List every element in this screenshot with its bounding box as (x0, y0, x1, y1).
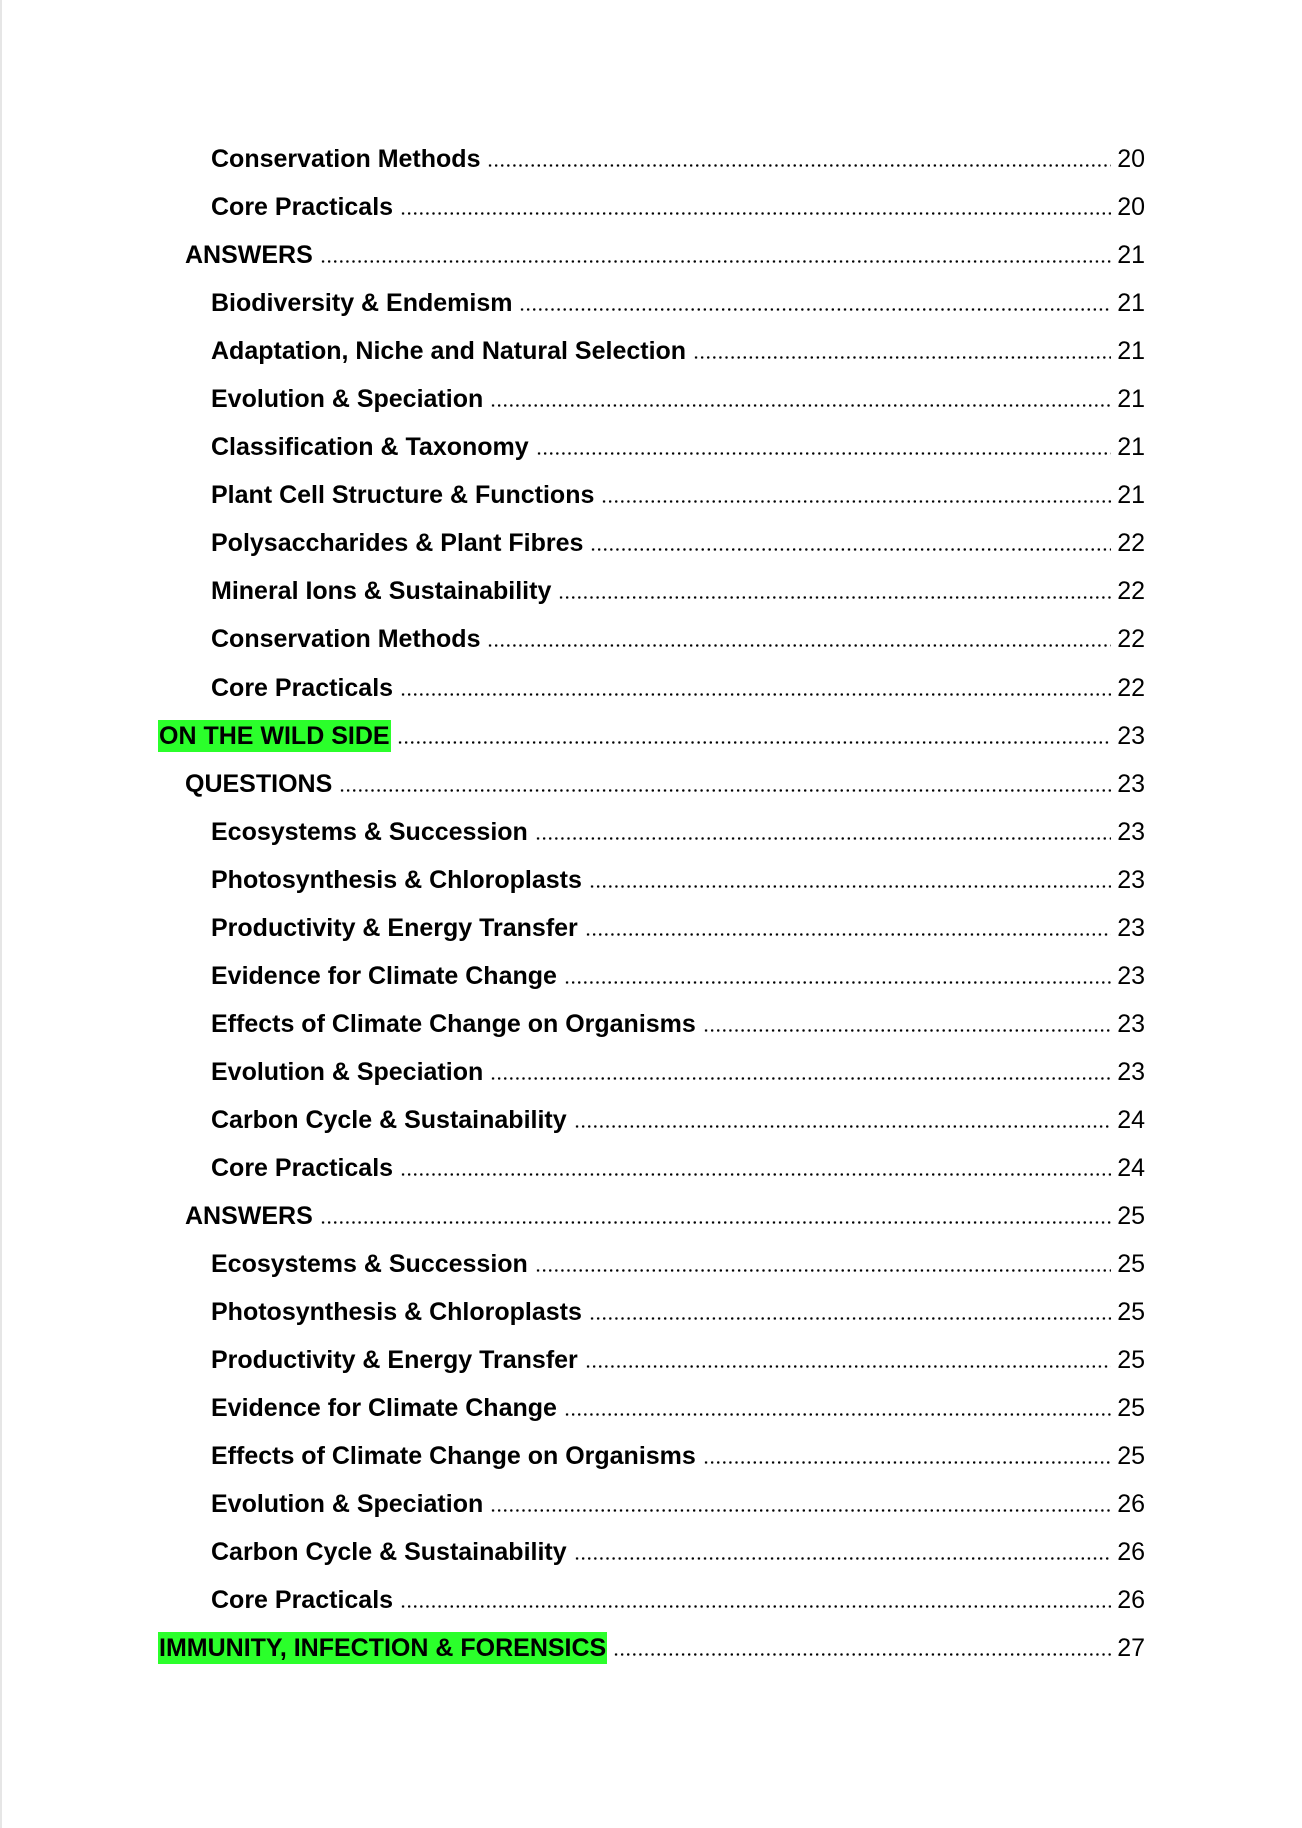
toc-topic-title: Plant Cell Structure & Functions (211, 481, 595, 510)
dot-leader (558, 575, 1111, 600)
toc-topic-title: Core Practicals (211, 673, 394, 702)
toc-topic-title: Photosynthesis & Chloroplasts (211, 1298, 582, 1327)
dot-leader (487, 623, 1111, 648)
toc-page-number: 25 (1117, 1346, 1145, 1375)
toc-topic-title: Effects of Climate Change on Organisms (211, 1009, 696, 1038)
toc-topic-title: Evidence for Climate Change (211, 961, 557, 990)
toc-page-number: 23 (1117, 913, 1145, 942)
dot-leader (400, 1152, 1111, 1177)
toc-page-number: 26 (1117, 1538, 1145, 1567)
dot-leader (320, 239, 1111, 264)
dot-leader (601, 479, 1111, 504)
toc-page-number: 22 (1117, 673, 1145, 702)
toc-page-number: 24 (1117, 1153, 1145, 1182)
table-of-contents (0, 143, 1302, 1681)
toc-entry[interactable] (0, 191, 1302, 239)
dot-leader (585, 1344, 1111, 1369)
dot-leader (589, 1296, 1111, 1321)
toc-topic-title: Evolution & Speciation (211, 1057, 484, 1086)
toc-topic-title: Core Practicals (211, 1153, 394, 1182)
dot-leader (490, 383, 1111, 408)
dot-leader (535, 1248, 1111, 1273)
toc-section-title: IMMUNITY, INFECTION & FORENSICS (159, 1634, 607, 1663)
toc-entry[interactable] (0, 527, 1302, 575)
toc-topic-title: Core Practicals (211, 1586, 394, 1615)
dot-leader (693, 335, 1111, 360)
toc-topic-title: Evolution & Speciation (211, 385, 484, 414)
toc-entry[interactable] (0, 1632, 1302, 1680)
toc-topic-title: Productivity & Energy Transfer (211, 1346, 578, 1375)
toc-page-number: 20 (1117, 193, 1145, 222)
dot-leader (703, 1008, 1111, 1033)
toc-entry[interactable] (0, 912, 1302, 960)
toc-entry[interactable] (0, 720, 1302, 768)
toc-page-number: 22 (1117, 625, 1145, 654)
toc-page-number: 21 (1117, 337, 1145, 366)
dot-leader (400, 672, 1111, 697)
toc-entry[interactable] (0, 1488, 1302, 1536)
toc-entry[interactable] (0, 623, 1302, 671)
toc-page-number: 20 (1117, 145, 1145, 173)
toc-entry[interactable] (0, 479, 1302, 527)
toc-entry[interactable] (0, 1344, 1302, 1392)
dot-leader (400, 191, 1111, 216)
toc-entry[interactable] (0, 1296, 1302, 1344)
dot-leader (400, 1584, 1111, 1609)
toc-page-number: 25 (1117, 1298, 1145, 1327)
toc-page-number: 21 (1117, 289, 1145, 318)
toc-topic-title: Carbon Cycle & Sustainability (211, 1538, 567, 1567)
dot-leader (490, 1056, 1111, 1081)
dot-leader (490, 1488, 1111, 1513)
dot-leader (564, 1392, 1111, 1417)
toc-page-number: 23 (1117, 817, 1145, 846)
toc-topic-title: Effects of Climate Change on Organisms (211, 1442, 696, 1471)
toc-entry[interactable] (0, 864, 1302, 912)
dot-leader (613, 1632, 1111, 1657)
toc-entry[interactable] (0, 960, 1302, 1008)
dot-leader (535, 816, 1111, 841)
toc-topic-title: Ecosystems & Succession (211, 1250, 528, 1279)
dot-leader (397, 720, 1112, 745)
toc-page-number: 21 (1117, 385, 1145, 414)
toc-entry[interactable] (0, 1536, 1302, 1584)
toc-entry[interactable] (0, 1056, 1302, 1104)
toc-subsection-title: ANSWERS (185, 1202, 313, 1231)
dot-leader (589, 864, 1111, 889)
dot-leader (487, 143, 1111, 168)
toc-topic-title: Mineral Ions & Sustainability (211, 577, 552, 606)
toc-topic-title: Core Practicals (211, 193, 394, 222)
toc-page-number: 23 (1117, 865, 1145, 894)
toc-entry[interactable] (0, 1248, 1302, 1296)
dot-leader (590, 527, 1111, 552)
toc-topic-title: Conservation Methods (211, 145, 481, 173)
toc-entry[interactable] (0, 1584, 1302, 1632)
toc-topic-title: Conservation Methods (211, 625, 481, 654)
toc-entry[interactable] (0, 1440, 1302, 1488)
toc-topic-title: Productivity & Energy Transfer (211, 913, 578, 942)
toc-page-number: 25 (1117, 1250, 1145, 1279)
toc-entry[interactable] (0, 1104, 1302, 1152)
toc-entry[interactable] (0, 239, 1302, 287)
toc-topic-title: Evolution & Speciation (211, 1490, 484, 1519)
toc-entry[interactable] (0, 383, 1302, 431)
dot-leader (339, 768, 1111, 793)
dot-leader (519, 287, 1111, 312)
toc-section-title: ON THE WILD SIDE (159, 721, 390, 750)
toc-topic-title: Classification & Taxonomy (211, 433, 529, 462)
toc-page-number: 23 (1117, 721, 1145, 750)
toc-page-number: 23 (1117, 961, 1145, 990)
toc-page-number: 26 (1117, 1490, 1145, 1519)
toc-topic-title: Biodiversity & Endemism (211, 289, 513, 318)
toc-page-number: 27 (1117, 1634, 1145, 1663)
toc-entry[interactable] (0, 431, 1302, 479)
toc-topic-title: Photosynthesis & Chloroplasts (211, 865, 582, 894)
toc-page-number: 25 (1117, 1442, 1145, 1471)
toc-entry[interactable] (0, 1008, 1302, 1056)
toc-entry[interactable] (0, 816, 1302, 864)
toc-entry[interactable] (0, 1392, 1302, 1440)
toc-topic-title: Evidence for Climate Change (211, 1394, 557, 1423)
toc-page-number: 22 (1117, 577, 1145, 606)
dot-leader (703, 1440, 1111, 1465)
toc-entry[interactable] (0, 768, 1302, 816)
dot-leader (574, 1536, 1112, 1561)
toc-page-number: 21 (1117, 241, 1145, 270)
toc-subsection-title: ANSWERS (185, 241, 313, 270)
dot-leader (585, 912, 1111, 937)
toc-topic-title: Ecosystems & Succession (211, 817, 528, 846)
toc-page-number: 26 (1117, 1586, 1145, 1615)
toc-entry[interactable] (0, 335, 1302, 383)
toc-page-number: 24 (1117, 1105, 1145, 1134)
toc-page-number: 22 (1117, 529, 1145, 558)
toc-page-number: 23 (1117, 1057, 1145, 1086)
toc-entry[interactable] (0, 575, 1302, 623)
toc-entry[interactable] (0, 672, 1302, 720)
toc-page-number: 21 (1117, 433, 1145, 462)
toc-topic-title: Polysaccharides & Plant Fibres (211, 529, 584, 558)
toc-page-number: 25 (1117, 1394, 1145, 1423)
dot-leader (320, 1200, 1111, 1225)
toc-page-number: 25 (1117, 1202, 1145, 1231)
toc-topic-title: Adaptation, Niche and Natural Selection (211, 337, 687, 366)
toc-entry[interactable] (0, 1152, 1302, 1200)
toc-page-number: 23 (1117, 769, 1145, 798)
toc-entry[interactable] (0, 287, 1302, 335)
toc-subsection-title: QUESTIONS (185, 769, 333, 798)
toc-entry[interactable] (0, 1200, 1302, 1248)
toc-page-number: 23 (1117, 1009, 1145, 1038)
toc-page-number: 21 (1117, 481, 1145, 510)
dot-leader (536, 431, 1112, 456)
dot-leader (574, 1104, 1112, 1129)
toc-topic-title: Carbon Cycle & Sustainability (211, 1105, 567, 1134)
toc-entry[interactable] (0, 143, 1302, 191)
dot-leader (564, 960, 1111, 985)
